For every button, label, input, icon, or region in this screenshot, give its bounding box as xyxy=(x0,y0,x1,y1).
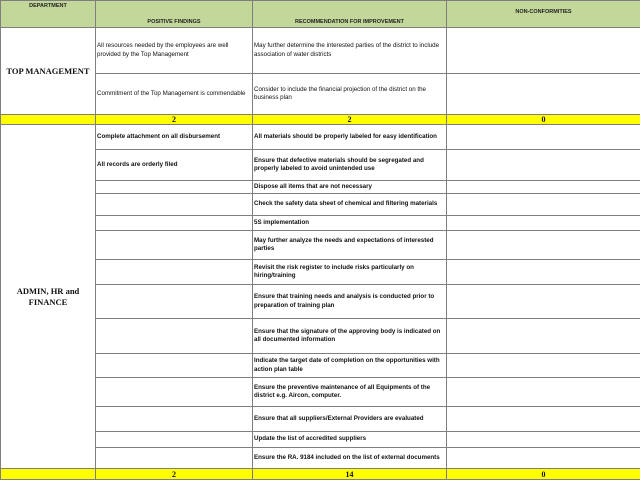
header-row xyxy=(1,1,640,28)
total-positive: 2 xyxy=(96,469,253,480)
positive-finding-cell xyxy=(96,194,253,216)
total-nonconformities: 0 xyxy=(447,115,640,125)
positive-finding-cell: All resources needed by the employees are well provided by the Top Management xyxy=(96,28,253,74)
nonconformity-cell xyxy=(447,216,640,231)
recommendation-cell: Update the list of accredited suppliers xyxy=(253,432,447,448)
nonconformity-cell xyxy=(447,74,640,115)
nonconformity-cell xyxy=(447,194,640,216)
positive-finding-cell xyxy=(96,260,253,285)
totals-empty-cell xyxy=(1,115,96,125)
nonconformity-cell xyxy=(447,354,640,378)
table-row xyxy=(1,74,640,115)
nonconformity-cell xyxy=(447,319,640,354)
nonconformity-cell xyxy=(447,407,640,432)
table-row xyxy=(1,150,640,181)
positive-finding-cell xyxy=(96,231,253,260)
table-row xyxy=(1,125,640,150)
positive-finding-cell: Complete attachment on all disbursement xyxy=(96,125,253,150)
recommendation-cell: Revisit the risk register to include risks particularly on hiring/training xyxy=(253,260,447,285)
table-row xyxy=(1,354,640,378)
table-row xyxy=(1,432,640,448)
positive-finding-cell xyxy=(96,285,253,319)
recommendation-cell: Ensure that all suppliers/External Providers are evaluated xyxy=(253,407,447,432)
positive-finding-cell xyxy=(96,319,253,354)
top-management-totals-row xyxy=(1,115,640,125)
recommendation-cell: Ensure the preventive maintenance of all Equipments of the district e.g. Aircon, computer. xyxy=(253,378,447,407)
total-recommendation: 2 xyxy=(253,115,447,125)
nonconformity-cell xyxy=(447,378,640,407)
recommendation-cell: Indicate the target date of completion on the opportunities with action plan table xyxy=(253,354,447,378)
positive-finding-cell: Commitment of the Top Management is commendable xyxy=(96,74,253,115)
department-admin-hr-finance: ADMIN, HR and FINANCE xyxy=(1,125,96,469)
recommendation-cell: Dispose all items that are not necessary xyxy=(253,181,447,194)
table-row xyxy=(1,260,640,285)
totals-empty-cell xyxy=(1,469,96,480)
positive-finding-cell: All records are orderly filed xyxy=(96,150,253,181)
recommendation-cell: 5S implementation xyxy=(253,216,447,231)
nonconformity-cell xyxy=(447,432,640,448)
table-row xyxy=(1,378,640,407)
nonconformity-cell xyxy=(447,150,640,181)
positive-finding-cell xyxy=(96,378,253,407)
positive-finding-cell xyxy=(96,407,253,432)
positive-finding-cell xyxy=(96,354,253,378)
nonconformity-cell xyxy=(447,285,640,319)
recommendation-cell: Ensure that the signature of the approving body is indicated on all documented information xyxy=(253,319,447,354)
recommendation-cell: Ensure that defective materials should be segregated and properly labeled to avoid unintended use xyxy=(253,150,447,181)
table-row xyxy=(1,319,640,354)
table-row xyxy=(1,181,640,194)
recommendation-cell: All materials should be properly labeled for easy identification xyxy=(253,125,447,150)
nonconformity-cell xyxy=(447,448,640,469)
header-nonconformities: NON-CONFORMITIES xyxy=(447,1,640,28)
positive-finding-cell xyxy=(96,448,253,469)
nonconformity-cell xyxy=(447,231,640,260)
nonconformity-cell xyxy=(447,260,640,285)
nonconformity-cell xyxy=(447,28,640,74)
positive-finding-cell xyxy=(96,216,253,231)
table-row xyxy=(1,216,640,231)
table-row xyxy=(1,448,640,469)
positive-finding-cell xyxy=(96,432,253,448)
total-recommendation: 14 xyxy=(253,469,447,480)
recommendation-cell: Ensure the RA. 9184 included on the list of external documents xyxy=(253,448,447,469)
nonconformity-cell xyxy=(447,125,640,150)
table-row xyxy=(1,28,640,74)
total-positive: 2 xyxy=(96,115,253,125)
positive-finding-cell xyxy=(96,181,253,194)
recommendation-cell: Check the safety data sheet of chemical and filtering materials xyxy=(253,194,447,216)
department-top-management: TOP MANAGEMENT xyxy=(1,28,96,115)
nonconformity-cell xyxy=(447,181,640,194)
admin-totals-row xyxy=(1,469,640,480)
header-recommendation: RECOMMENDATION FOR IMPROVEMENT xyxy=(253,1,447,28)
header-positive-findings: POSITIVE FINDINGS xyxy=(96,1,253,28)
total-nonconformities: 0 xyxy=(447,469,640,480)
recommendation-cell: Ensure that training needs and analysis is conducted prior to preparation of training plan xyxy=(253,285,447,319)
recommendation-cell: Consider to include the financial projection of the district on the business plan xyxy=(253,74,447,115)
recommendation-cell: May further determine the interested parties of the district to include association of water districts xyxy=(253,28,447,74)
table-row xyxy=(1,407,640,432)
table-row xyxy=(1,285,640,319)
header-department: DEPARTMENT xyxy=(1,1,96,28)
table-row xyxy=(1,231,640,260)
table-row xyxy=(1,194,640,216)
recommendation-cell: May further analyze the needs and expectations of interested parties xyxy=(253,231,447,260)
